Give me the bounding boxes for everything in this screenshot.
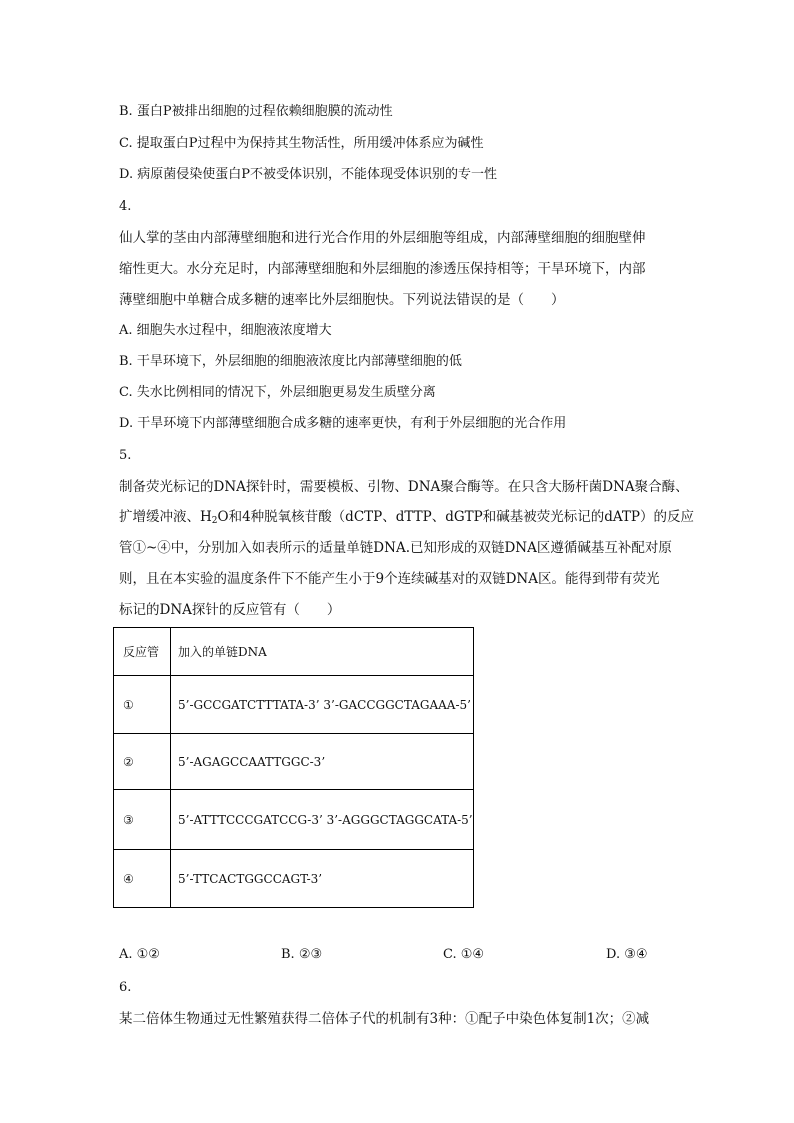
q6-number: 6. [119, 980, 132, 995]
table-cell-tube: ④ [114, 850, 171, 908]
q5-stem-line-2-post: O和4种脱氧核苷酸（dCTP、dTTP、dGTP和碱基被荧光标记的dATP）的反应 [217, 509, 694, 525]
table-cell-dna: 5’-TTCACTGGCCAGT-3’ [171, 850, 474, 908]
q4-stem-line-2: 缩性更大。水分充足时，内部薄壁细胞和外层细胞的渗透压保持相等；干旱环境下，内部 [119, 261, 646, 277]
table-row [114, 676, 474, 734]
q5-answer-b: B. ②③ [281, 947, 323, 962]
table-row [114, 790, 474, 850]
table-header-dna: 加入的单链DNA [171, 628, 474, 676]
q5-dna-table [113, 627, 474, 908]
q4-option-c: C. 失水比例相同的情况下，外层细胞更易发生质壁分离 [119, 385, 436, 400]
table-cell-tube: ① [114, 676, 171, 734]
table-cell-tube: ② [114, 734, 171, 790]
q6-stem-line-1: 某二倍体生物通过无性繁殖获得二倍体子代的机制有3种：①配子中染色体复制1次；②减 [119, 1011, 650, 1027]
q5-number: 5. [119, 448, 132, 463]
q5-stem-line-2 [119, 507, 694, 527]
table-header-tube: 反应管 [114, 628, 171, 676]
q5-stem-line-1: 制备荧光标记的DNA探针时，需要模板、引物、DNA聚合酶等。在只含大肠杆菌DNA聚合酶、 [119, 479, 689, 495]
q4-stem-line-1: 仙人掌的茎由内部薄壁细胞和进行光合作用的外层细胞等组成，内部薄壁细胞的细胞壁伸 [119, 230, 646, 246]
q4-stem-line-3: 薄壁细胞中单糖合成多糖的速率比外层细胞快。下列说法错误的是（ ） [119, 292, 565, 308]
q5-answer-c: C. ①④ [443, 947, 485, 962]
q3-option-c: C. 提取蛋白P过程中为保持其生物活性，所用缓冲体系应为碱性 [119, 136, 484, 151]
q5-stem-line-5: 标记的DNA探针的反应管有（ ） [119, 602, 341, 618]
table-cell-dna: 5’-GCCGATCTTTATA-3’ 3’-GACCGGCTAGAAA-5’ [171, 676, 474, 734]
q5-stem-line-3: 管①~④中，分别加入如表所示的适量单链DNA.已知形成的双链DNA区遵循碱基互补配对原 [119, 540, 672, 556]
q5-stem-line-4: 则，且在本实验的温度条件下不能产生小于9个连续碱基对的双链DNA区。能得到带有荧光 [119, 571, 660, 587]
q3-option-d: D. 病原菌侵染使蛋白P不被受体识别，不能体现受体识别的专一性 [119, 167, 497, 182]
table-cell-dna: 5’-ATTTCCCGATCCG-3’ 3’-AGGGCTAGGCATA-5’ [171, 790, 474, 850]
q5-stem-line-2-pre: 扩增缓冲液、H [119, 509, 212, 525]
q4-option-a: A. 细胞失水过程中，细胞液浓度增大 [119, 323, 332, 338]
h2o-subscript: 2 [211, 516, 218, 526]
q5-answer-a: A. ①② [119, 947, 160, 962]
q5-answer-d: D. ③④ [606, 947, 648, 962]
q3-option-b: B. 蛋白P被排出细胞的过程依赖细胞膜的流动性 [119, 104, 393, 119]
q4-number: 4. [119, 199, 132, 214]
q4-option-b: B. 干旱环境下，外层细胞的细胞液浓度比内部薄壁细胞的低 [119, 354, 462, 369]
table-cell-tube: ③ [114, 790, 171, 850]
table-cell-dna: 5’-AGAGCCAATTGGC-3’ [171, 734, 474, 790]
q4-option-d: D. 干旱环境下内部薄壁细胞合成多糖的速率更快，有利于外层细胞的光合作用 [119, 416, 567, 431]
table-header-row [114, 628, 474, 676]
table-row [114, 734, 474, 790]
table-row [114, 850, 474, 908]
